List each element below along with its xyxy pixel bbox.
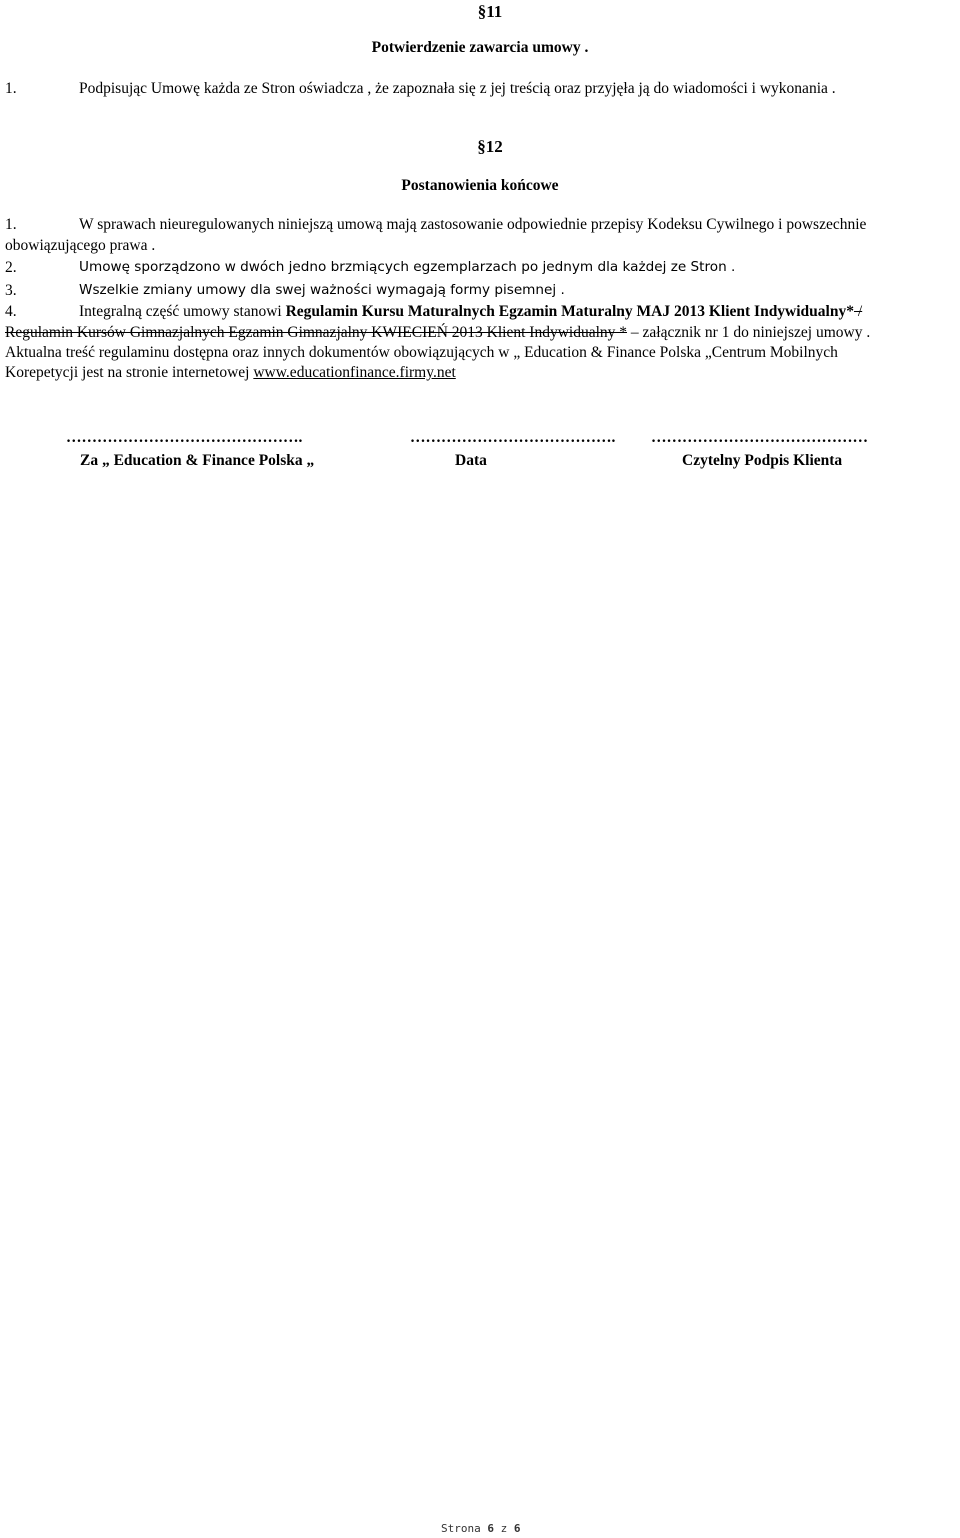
- section-12-item-4-line2: [5, 323, 870, 342]
- signature-dots-date: ………………………………….: [410, 429, 616, 446]
- section-12-number: §12: [477, 137, 503, 156]
- section-11-number: §11: [477, 2, 503, 21]
- regulamin-title: Regulamin Kursu Maturalnych Egzamin Maturalny MAJ 2013 Klient Indywidualny*: [285, 303, 854, 320]
- section-12-title: Postanowienia końcowe: [401, 177, 559, 194]
- item-text: Umowę sporządzono w dwóch jedno brzmiących egzemplarzach po jednym dla każdej ze Stron .: [79, 259, 736, 275]
- item-number: 2.: [5, 259, 17, 276]
- section-11-title: Potwierdzenie zawarcia umowy .: [371, 39, 589, 56]
- struck-slash: /: [853, 303, 863, 320]
- item-text: Wszelkie zmiany umowy dla swej ważności wymagają formy pisemnej .: [79, 282, 565, 298]
- section-12-item-1-line2: obowiązującego prawa .: [5, 237, 156, 254]
- struck-regulamin: Regulamin Kursów Gimnazjalnych Egzamin Gimnazjalny KWIECIEŃ 2013 Klient Indywidualny *: [5, 324, 628, 341]
- attachment-note: – załącznik nr 1 do niniejszej umowy .: [627, 324, 871, 341]
- footer-page-total: 6: [513, 1522, 521, 1535]
- footer-page-number: 6: [487, 1522, 494, 1535]
- item-number: 1.: [5, 80, 17, 97]
- footer-middle: z: [493, 1522, 514, 1535]
- item-text-line1: [79, 302, 862, 321]
- item-text-line1: W sprawach nieuregulowanych niniejszą umową mają zastosowanie odpowiednie przepisy Kodeksu Cywilnego i powszechnie: [79, 216, 867, 233]
- signature-label-client: Czytelny Podpis Klienta: [682, 452, 843, 469]
- item-number: 1.: [5, 216, 17, 233]
- signature-label-date: Data: [455, 452, 487, 469]
- signature-dots-client: ……………………………………: [651, 429, 868, 446]
- signature-label-company: Za „ Education & Finance Polska „: [80, 452, 315, 469]
- item-lead: Integralną część umowy stanowi: [79, 303, 286, 320]
- website-link[interactable]: www.educationfinance.firmy.net: [253, 364, 456, 381]
- section-12-item-4-line3: Aktualna treść regulaminu dostępna oraz innych dokumentów obowiązujących w „ Education & Finance Polska „Centrum Mobilnych: [5, 344, 838, 361]
- item-text: Podpisując Umowę każda ze Stron oświadcza , że zapoznała się z jej treścią oraz przyjęła ją do wiadomości i wykonania .: [79, 80, 836, 97]
- page-footer: [441, 1519, 520, 1538]
- item-number: 3.: [5, 282, 17, 299]
- footer-prefix: Strona: [441, 1522, 488, 1535]
- signature-dots-company: ……………………………………….: [66, 429, 303, 446]
- website-lead: Korepetycji jest na stronie internetowej: [5, 364, 254, 381]
- item-number: 4.: [5, 303, 17, 320]
- section-12-item-4-line4: [5, 363, 456, 382]
